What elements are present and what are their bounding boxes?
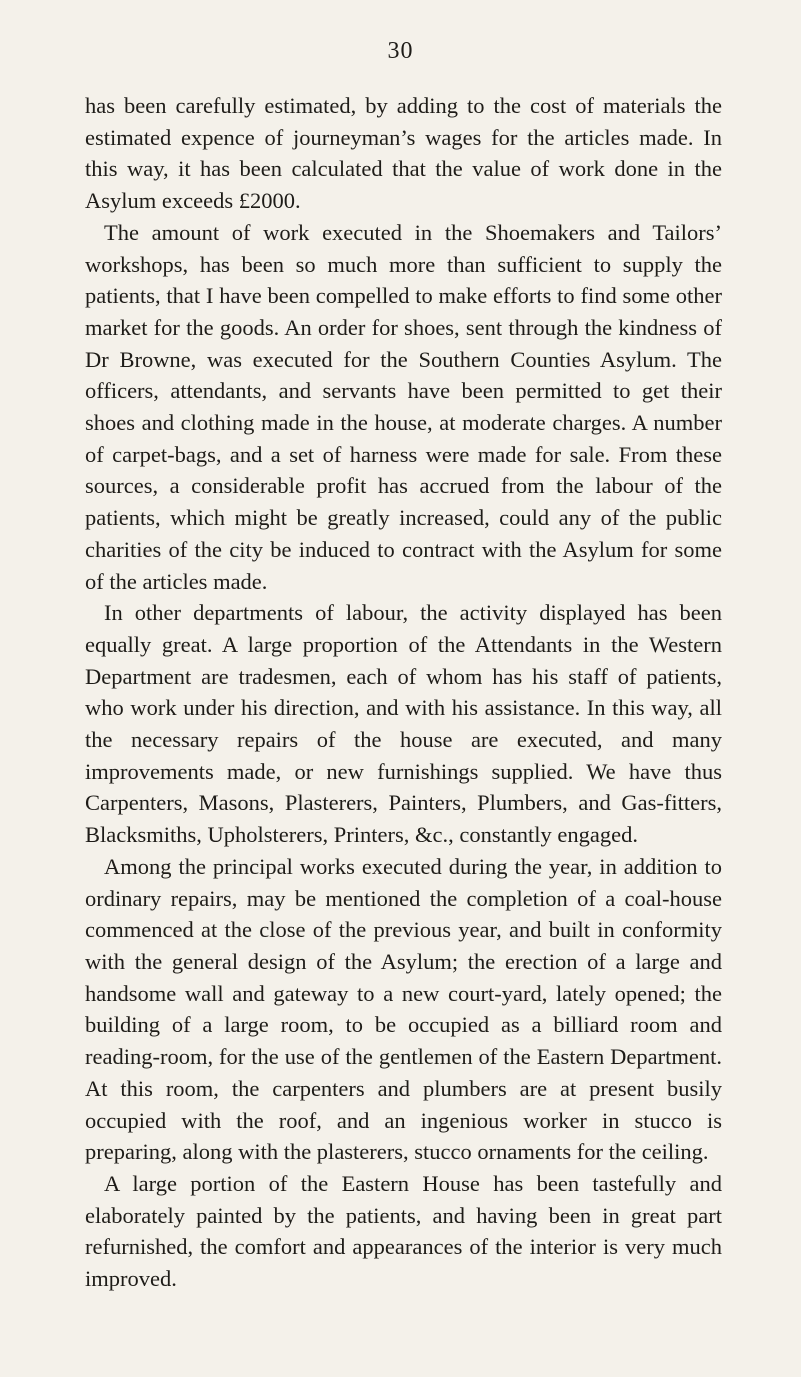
paragraph-4: Among the principal works executed during the year, in addition to ordinary repairs, may be mentioned the completion of a coal-house commenced at the close of the previous year, and built in conformity with the general design of the Asylum; the erection of a large and handsome wall and gateway to a new court-yard, lately opened; the building of a large room, to be occupied as a billiard room and reading-room, for the use of the gentlemen of the Eastern Department. At this room, the carpenters and plumbers are at present busily occupied with the roof, and an ingenious worker in stucco is preparing, along with the plasterers, stucco ornaments for the ceiling. — [85, 853, 722, 1165]
page-body — [85, 90, 722, 1295]
paragraph-5: A large portion of the Eastern House has been tastefully and elaborately painted by the patients, and having been in great part refurnished, the comfort and appearances of the interior is very much improved. — [85, 1170, 722, 1292]
paragraph-1: has been carefully estimated, by adding to the cost of materials the estimated expence of journeyman’s wages for the articles made. In this way, it has been calculated that the value of work done in the Asylum exceeds £2000. — [85, 93, 722, 214]
paragraph-2: The amount of work executed in the Shoemakers and Tailors’ workshops, has been so much more than sufficient to supply the patients, that I have been compelled to make efforts to find some other market for the goods. An order for shoes, sent through the kindness of Dr Browne, was executed for the Southern Counties Asylum. The officers, attendants, and servants have been permitted to get their shoes and clothing made in the house, at moderate charges. A number of carpet-bags, and a set of harness were made for sale. From these sources, a considerable profit has accrued from the labour of the patients, which might be greatly increased, could any of the public charities of the city be induced to contract with the Asylum for some of the articles made. — [85, 219, 722, 594]
page-number: 30 — [387, 38, 414, 64]
paragraph-3: In other departments of labour, the activity displayed has been equally great. A large proportion of the Attendants in the Western Department are tradesmen, each of whom has his staff of patients, who work under his direction, and with his assistance. In this way, all the necessary repairs of the house are executed, and many improvements made, or new furnishings supplied. We have thus Carpenters, Masons, Plasterers, Painters, Plumbers, and Gas-fitters, Blacksmiths, Upholsterers, Printers, &c., constantly engaged. — [85, 600, 722, 848]
